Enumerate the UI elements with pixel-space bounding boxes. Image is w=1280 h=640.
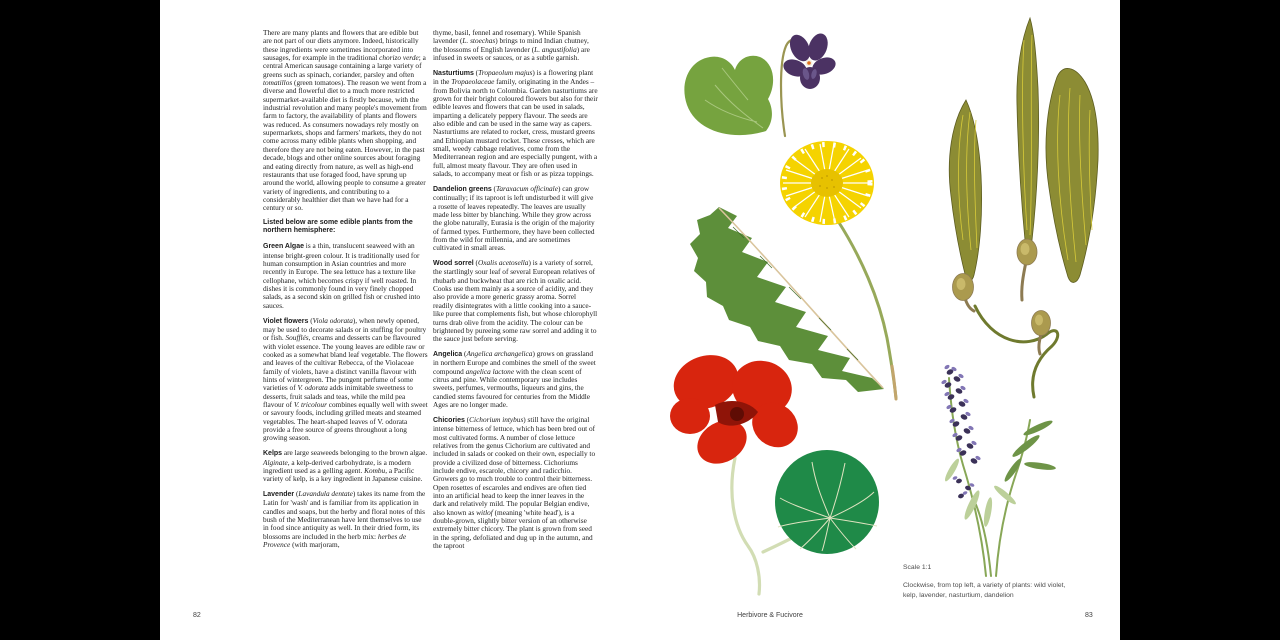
body-paragraph: Angelica (Angelica archangelica) grows on grassland in northern Europe and combines the smell of the sweet compound angelica lactone with the clean scent of citrus and pine. While contemporary use includes sweets, perfumes, vermouths, liqueurs and gins, the candied stems favoured for centuries from the Middle Ages are no longer made. xyxy=(433,349,596,410)
plant-name-lead: Kelps xyxy=(263,450,283,458)
botanical-plate xyxy=(640,0,1120,640)
body-paragraph: thyme, basil, fennel and rosemary). While Spanish lavender (L. stoechas) brings to mind Indian chutney, the blossoms of English lavender (L. angustifolia) are infused in sweets or sauces, or as a subtle garnish. xyxy=(433,28,590,63)
violet-leaf xyxy=(684,56,773,135)
page-number-right: 83 xyxy=(1085,612,1093,619)
running-title: Herbivore & Fucivore xyxy=(737,612,803,619)
body-paragraph: Lavender (Lavandula dentate) takes its name from the Latin for 'wash' and is familiar from its application in candles and soaps, but the herby and floral notes of this bush of the Mediterranean have lent themselves to use in food since antiquity as well. In their dried form, its blossoms are included in the herb mix: herbes de Provence (with marjoram, xyxy=(263,489,426,550)
lavender-stems xyxy=(949,378,1030,576)
dandelion-flower-center xyxy=(811,169,843,197)
kelp-illustration xyxy=(949,18,1098,397)
body-paragraph: Nasturtiums (Tropaeolum majus) is a flowering plant in the Tropaeolaceae family, originating in the Andes – from Bolivia north to Colombia. Garden nasturtiums are grown for their bright coloured flowers but also for their edible leaves and flowers that can be used in salads, imparting a delicately peppery flavour. The seeds are also edible and can be used in the same way as capers. Nasturtiums are related to rocket, cress, mustard greens and Ethiopian mustard rocket. These cresses, which are small, weedy cabbage relatives, come from the Mediterranean region and are especially pungent, with a full, almost meaty flavour. They are often used in salads, to accompany meat or fish or as pizza toppings. xyxy=(433,67,598,178)
plant-name-lead: Dandelion greens xyxy=(433,185,492,193)
page-number-left: 82 xyxy=(193,612,201,619)
plant-name-lead: Angelica xyxy=(433,351,463,359)
book-spread xyxy=(160,0,1120,640)
body-paragraph: Green Algae is a thin, translucent seaweed with an intense bright-green colour. It is traditionally used for human consumption in Asian countries and more recently in Europe. The sea lettuce has a texture like cellophane, which becomes crispy if well roasted. In dishes it is commonly found in very finely chopped salads, as a second skin on grilled fish or crushed into sauces. xyxy=(263,241,421,310)
plant-name-lead: Wood sorrel xyxy=(433,260,474,268)
body-paragraph: Violet flowers (Viola odorata), when newly opened, may be used to decorate salads or in stuffing for poultry or fish. Soufflés, creams and desserts can be flavoured with violet essence. The young leaves are edible raw or cooked as a somewhat bland leaf vegetable. The flowers and leaves of the cultivar Rebecca, of the Violaceae family of violets, have a distinct vanilla flavour with hints of wintergreen. The pungent perfume of some varieties of V. odorata adds inimitable sweetness to desserts, fruit salads and teas, while the mild pea flavour of V. tricolour combines equally well with sweet or savoury foods, including grilled meats and steamed vegetables. The heart-shaped leaves of V. odorata provide a free source of greens throughout a long growing season. xyxy=(263,315,428,443)
lavender-illustration xyxy=(941,364,1057,576)
body-paragraph: Dandelion greens (Taraxacum officinale) can grow continually; if its taproot is left undisturbed it will give a rosette of leaves repeatedly. The leaves are usually made less bitter by blanching. While they grow across the globe naturally, Eurasia is the origin of the majority of farmed types. Furthermore, they have been collected from the wild for millennia, and are sometimes cultivated in small areas. xyxy=(433,183,595,253)
plate-caption: Clockwise, from top left, a variety of plants: wild violet, kelp, lavender, nasturtium, dandelion xyxy=(903,582,1066,599)
scale-note: Scale 1:1 xyxy=(903,564,932,571)
nasturtium-leaf xyxy=(775,450,879,554)
plant-name-lead: Green Algae xyxy=(263,243,304,251)
plant-name-lead: Chicories xyxy=(433,416,465,424)
body-paragraph: Chicories (Cichorium intybus) still have the original intense bitterness of lettuce, which has been bred out of most cultivated forms. A number of close lettuce relatives from the genus Cichorium are cultivated and included in salads or cooked on their own, especially to provide a civilized dose of bitterness. Cichoriums include endive, escarole, chicory and radicchio. Growers go to much trouble to control their bitterness. Open rosettes of escaroles and endives are often tied into an artificial head to keep the inner leaves in the dark and relatively mild. The popular Belgian endive, also known as witlof (meaning 'white head'), is a double-grown, slightly bitter version of an otherwise extremely bitter chicory. The plant is grown from seed in the spring, defoliated and dug up in the autumn, and the taproot xyxy=(433,414,596,551)
nasturtium-illustration xyxy=(666,346,879,594)
left-page-column-2 xyxy=(433,29,598,557)
left-page-column-1 xyxy=(263,29,428,556)
plant-name-lead: Lavender xyxy=(263,491,295,499)
nasturtium-throat-center xyxy=(730,407,744,421)
plant-name-lead: Nasturtiums xyxy=(433,69,474,77)
body-paragraph: Kelps are large seaweeds belonging to the brown algae. Alginate, a kelp-derived carbohydrate, is a modern ingredient used as a gelling agent. Kombu, a Pacific variety of kelp, is a key ingredient in Japanese cuisine. xyxy=(263,448,428,484)
body-paragraph: Wood sorrel (Oxalis acetosella) is a variety of sorrel, the startlingly sour leaf of several European relatives of rhubarb and buckwheat that are rich in oxalic acid. Cooks use them mainly as a source of acidity, and they also provide a more generic grassy aroma. Sorrel readily disintegrates with a little cooking into a sauce-like puree that complements fish, but whose chlorophyll turns drab olive from the acidity. The colour can be brightened by pureeing some raw sorrel and adding it to the sauce just before serving. xyxy=(433,258,598,344)
body-paragraph: There are many plants and flowers that are edible but are not part of our diets anymore. Indeed, historically these ingredients were sometimes incorporated into sausages, for example in the traditional chorizo verde; a central American sausage containing a large variety of greens such as spinach, coriander, parsley and often tomatillos (green tomatoes). The reason we went from a diverse and flowerful diet to a much more restricted supermarket-available diet is firstly because, with the industrial revolution and many people's movement from farm to factory, the availability of plants and flowers was reduced. As consumers nowadays rely mostly on supermarkets, shops and farmers' markets, they do not come across many edible plants when shopping, and therefore they are not being eaten. However, in the past decade, blogs and other online sources about foraging and eating directly from nature, as well as high-end restaurants that use foraged food, have sprung up around the world, allowing people to consume a greater variety of ingredients, and contributing to a considerably healthier diet than we have had for a century or so. xyxy=(263,28,427,213)
section-heading: Listed below are some edible plants from the northern hemisphere: xyxy=(263,219,413,235)
wild-violet-illustration xyxy=(684,31,838,136)
plant-name-lead: Violet flowers xyxy=(263,317,309,325)
violet-throat-center xyxy=(807,61,811,65)
